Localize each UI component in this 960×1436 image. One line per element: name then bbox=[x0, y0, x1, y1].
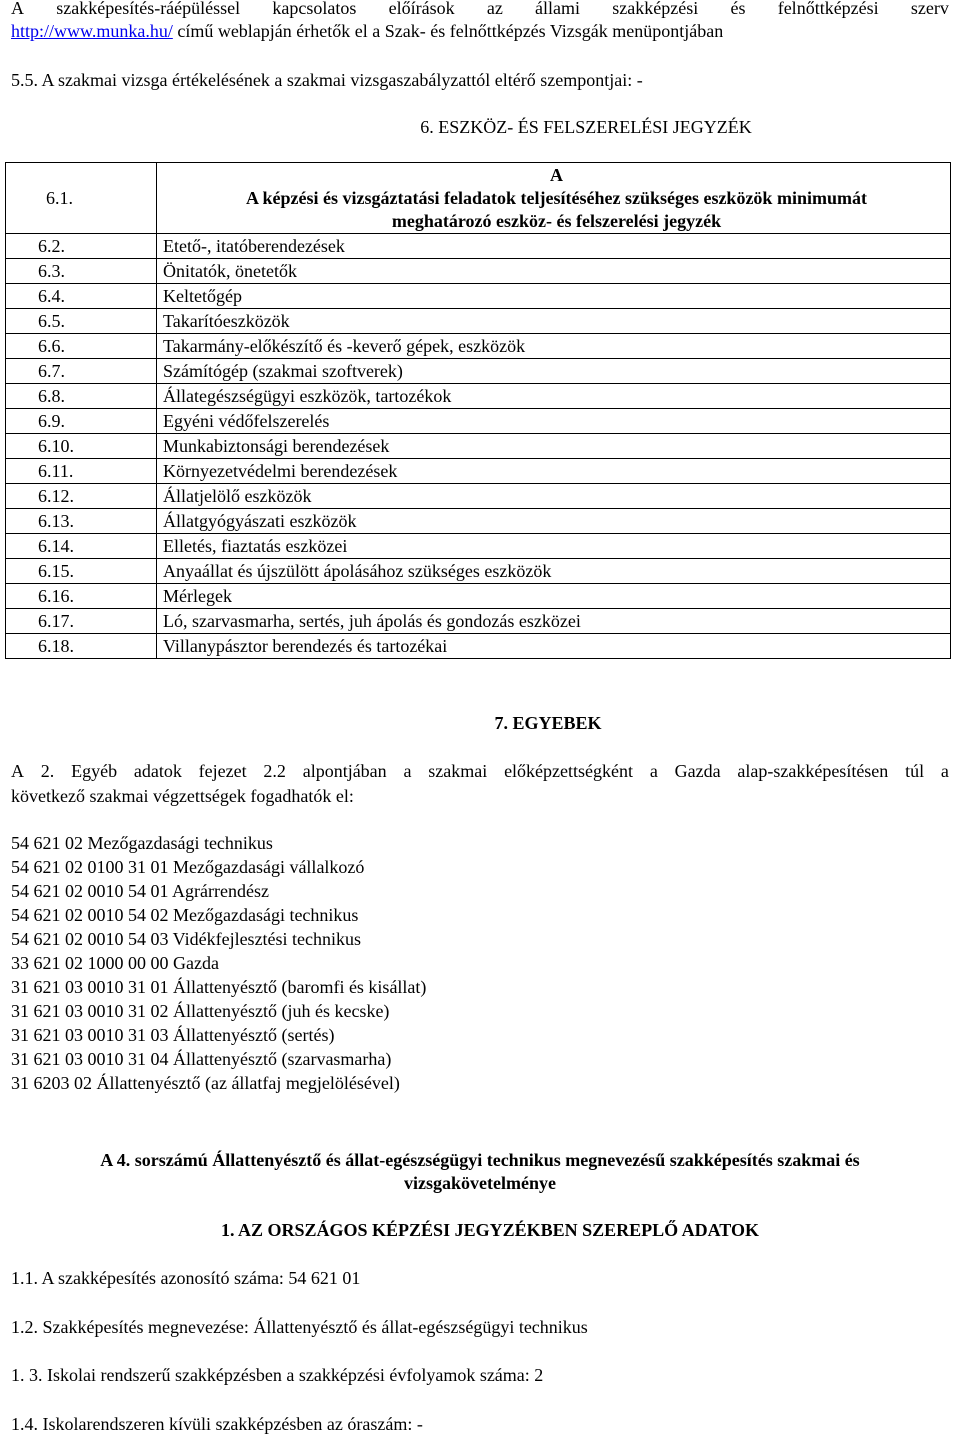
intro-word: állami bbox=[535, 0, 581, 18]
intro-word: felnőttképzési bbox=[777, 0, 879, 18]
para-word: adatok bbox=[133, 761, 182, 781]
table-row bbox=[6, 284, 951, 309]
table-row bbox=[6, 384, 951, 409]
table-row-text: Anyaállat és újszülött ápolásához szükséges eszközök bbox=[157, 559, 951, 584]
table-row bbox=[6, 584, 951, 609]
table-row-text: Önitatók, önetetők bbox=[157, 259, 951, 284]
para-word: előképzettségként bbox=[504, 761, 634, 781]
table-row-num: 6.7. bbox=[6, 359, 157, 384]
qualification-item: 31 621 03 0010 31 01 Állattenyésztő (baromfi és kisállat) bbox=[11, 977, 427, 997]
qualification-item: 54 621 02 0010 54 03 Vidékfejlesztési technikus bbox=[11, 929, 362, 949]
table-row bbox=[6, 609, 951, 634]
qualification-item: 31 621 03 0010 31 03 Állattenyésztő (sertés) bbox=[11, 1025, 335, 1045]
a4-subheading: 1. AZ ORSZÁGOS KÉPZÉSI JEGYZÉKBEN SZEREPLŐ ADATOK bbox=[221, 1220, 759, 1240]
table-row-num: 6.17. bbox=[6, 609, 157, 634]
intro-word: az bbox=[486, 0, 503, 18]
table-row-num: 6.3. bbox=[6, 259, 157, 284]
table-row-text: Elletés, fiaztatás eszközei bbox=[157, 534, 951, 559]
qualification-item: 54 621 02 0100 31 01 Mezőgazdasági vállalkozó bbox=[11, 857, 365, 877]
section-7-para-line-1 bbox=[11, 760, 949, 783]
table-row-num: 6.14. bbox=[6, 534, 157, 559]
item-1-4: 1.4. Iskolarendszeren kívüli szakképzésben az óraszám: - bbox=[11, 1414, 423, 1434]
qualification-item: 31 6203 02 Állattenyésztő (az állatfaj megjelölésével) bbox=[11, 1073, 400, 1093]
table-row-text: Állategészségügyi eszközök, tartozékok bbox=[157, 384, 951, 409]
a4-heading-line-1: A 4. sorszámú Állattenyésztő és állat-egészségügyi technikus megnevezésű szakképesítés szakmai és bbox=[100, 1150, 860, 1170]
table-row-text: Egyéni védőfelszerelés bbox=[157, 409, 951, 434]
para-word: fejezet bbox=[198, 761, 247, 781]
munka-link[interactable]: http://www.munka.hu/ bbox=[11, 21, 173, 41]
table-row-text: Számítógép (szakmai szoftverek) bbox=[157, 359, 951, 384]
table-row-num: 6.18. bbox=[6, 634, 157, 659]
qualification-item: 54 621 02 Mezőgazdasági technikus bbox=[11, 833, 273, 853]
table-row bbox=[6, 634, 951, 659]
para-word: alap-szakképesítésen bbox=[737, 761, 889, 781]
header-text-line-2: meghatározó eszköz- és felszerelési jegyzék bbox=[391, 211, 722, 231]
table-row-text: Takarítóeszközök bbox=[157, 309, 951, 334]
equipment-table bbox=[5, 162, 951, 659]
table-row-text: Villanypásztor berendezés és tartozékai bbox=[157, 634, 951, 659]
table-row-text: Környezetvédelmi berendezések bbox=[157, 459, 951, 484]
para-word: a bbox=[649, 761, 658, 781]
table-row bbox=[6, 509, 951, 534]
table-row-num: 6.6. bbox=[6, 334, 157, 359]
para-word: A bbox=[11, 761, 24, 781]
table-row-num: 6.15. bbox=[6, 559, 157, 584]
table-row-num: 6.11. bbox=[6, 459, 157, 484]
intro-word: A bbox=[11, 0, 24, 18]
intro-word: és bbox=[730, 0, 746, 18]
table-row bbox=[6, 259, 951, 284]
table-row-text: Takarmány-előkészítő és -keverő gépek, eszközök bbox=[157, 334, 951, 359]
table-row-text: Állatgyógyászati eszközök bbox=[157, 509, 951, 534]
table-row-text: Keltetőgép bbox=[157, 284, 951, 309]
para-word: túl bbox=[905, 761, 925, 781]
section-7-para-line-2: következő szakmai végzettségek fogadhatók el: bbox=[11, 786, 354, 806]
section-7-title: 7. EGYEBEK bbox=[494, 713, 602, 733]
table-row bbox=[6, 559, 951, 584]
table-row-text: Munkabiztonsági berendezések bbox=[157, 434, 951, 459]
table-row bbox=[6, 334, 951, 359]
intro-word: szerv bbox=[910, 0, 949, 18]
a4-heading-line-2: vizsgakövetelménye bbox=[404, 1173, 556, 1193]
table-row-text: Állatjelölő eszközök bbox=[157, 484, 951, 509]
table-row-num: 6.1. bbox=[6, 163, 157, 234]
table-row bbox=[6, 434, 951, 459]
table-row-num: 6.8. bbox=[6, 384, 157, 409]
header-text-line-1: A képzési és vizsgáztatási feladatok teljesítéséhez szükséges eszközök minimumát bbox=[246, 188, 867, 208]
table-row-text: Etető-, itatóberendezések bbox=[157, 234, 951, 259]
table-row-num: 6.13. bbox=[6, 509, 157, 534]
table-row bbox=[6, 459, 951, 484]
column-header-a: A bbox=[157, 163, 951, 188]
table-row bbox=[6, 309, 951, 334]
table-row-header-text bbox=[157, 187, 951, 234]
qualification-item: 54 621 02 0010 54 01 Agrárrendész bbox=[11, 881, 269, 901]
table-row-num: 6.16. bbox=[6, 584, 157, 609]
item-1-2: 1.2. Szakképesítés megnevezése: Állattenyésztő és állat-egészségügyi technikus bbox=[11, 1317, 588, 1337]
section-6-title: 6. ESZKÖZ- ÉS FELSZERELÉSI JEGYZÉK bbox=[420, 117, 752, 137]
item-1-1: 1.1. A szakképesítés azonosító száma: 54 621 01 bbox=[11, 1268, 361, 1288]
table-row-text: Mérlegek bbox=[157, 584, 951, 609]
table-row-num: 6.12. bbox=[6, 484, 157, 509]
table-row bbox=[6, 484, 951, 509]
para-word: 2. bbox=[40, 761, 55, 781]
para-word: Egyéb bbox=[71, 761, 118, 781]
table-row bbox=[6, 534, 951, 559]
table-row-num: 6.9. bbox=[6, 409, 157, 434]
qualification-item: 33 621 02 1000 00 00 Gazda bbox=[11, 953, 219, 973]
para-word: 2.2 bbox=[263, 761, 286, 781]
intro-word: kapcsolatos bbox=[272, 0, 357, 18]
qualification-item: 31 621 03 0010 31 04 Állattenyésztő (szarvasmarha) bbox=[11, 1049, 392, 1069]
table-row bbox=[6, 359, 951, 384]
intro-word: előírások bbox=[388, 0, 455, 18]
table-row-text: Ló, szarvasmarha, sertés, juh ápolás és gondozás eszközei bbox=[157, 609, 951, 634]
table-row bbox=[6, 234, 951, 259]
table-row-num: 6.2. bbox=[6, 234, 157, 259]
para-word: Gazda bbox=[674, 761, 721, 781]
table-row-num: 6.10. bbox=[6, 434, 157, 459]
table-row-num: 6.4. bbox=[6, 284, 157, 309]
intro-line-2-text: című weblapján érhetők el a Szak- és felnőttképzés Vizsgák menüpontjában bbox=[172, 21, 724, 41]
table-row bbox=[6, 409, 951, 434]
intro-line-2 bbox=[11, 20, 949, 43]
para-word: a bbox=[403, 761, 412, 781]
qualification-item: 31 621 03 0010 31 02 Állattenyésztő (juh és kecske) bbox=[11, 1001, 390, 1021]
intro-word: szakképzési bbox=[612, 0, 699, 18]
para-word: szakmai bbox=[428, 761, 488, 781]
para-word: alpontjában bbox=[302, 761, 387, 781]
item-5-5: 5.5. A szakmai vizsga értékelésének a szakmai vizsgaszabályzattól eltérő szempontjai: - bbox=[11, 70, 643, 90]
table-header-row bbox=[6, 163, 951, 188]
para-word: a bbox=[940, 761, 949, 781]
intro-word: szakképesítés-ráépüléssel bbox=[56, 0, 241, 18]
table-row-num: 6.5. bbox=[6, 309, 157, 334]
item-1-3: 1. 3. Iskolai rendszerű szakképzésben a szakképzési évfolyamok száma: 2 bbox=[11, 1365, 544, 1385]
intro-line-1 bbox=[11, 0, 949, 20]
qualification-item: 54 621 02 0010 54 02 Mezőgazdasági technikus bbox=[11, 905, 359, 925]
